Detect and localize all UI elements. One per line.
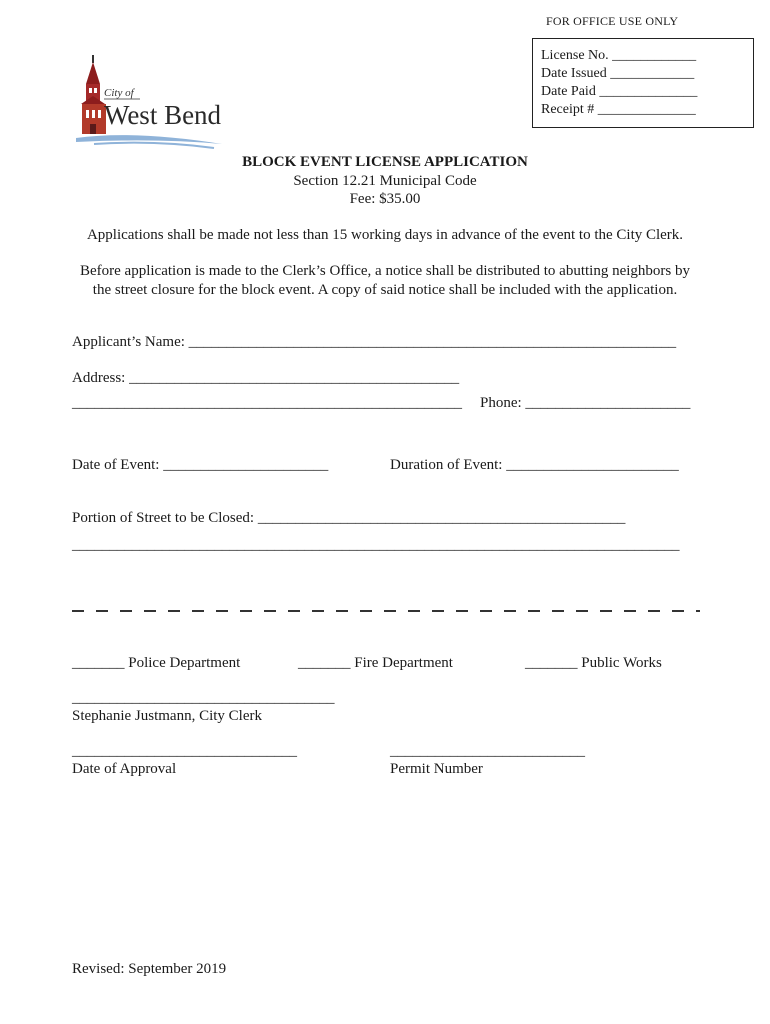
public-works-approval[interactable]: _______ Public Works xyxy=(525,655,662,671)
date-of-approval-line[interactable]: ______________________________ xyxy=(72,743,297,759)
instructions-paragraph-2: Before application is made to the Clerk’s Office, a notice shall be distributed to abutting neighbors by the street closure for the block event. A copy of said notice shall be included with the application. xyxy=(80,263,690,298)
logo-west-bend-text: West Bend xyxy=(104,100,222,130)
date-paid-field: Date Paid ______________ xyxy=(541,84,698,99)
address-field[interactable]: Address: ____________________________________________ xyxy=(72,370,460,386)
applicant-name-field[interactable]: Applicant’s Name: _________________________________________________________________ xyxy=(72,334,677,350)
clerk-signature-line[interactable]: ___________________________________ xyxy=(72,690,335,706)
logo-city-of-text: City of xyxy=(104,87,134,99)
portion-street-field[interactable]: Portion of Street to be Closed: _________________________________________________ xyxy=(72,510,626,526)
section-reference: Section 12.21 Municipal Code xyxy=(293,173,477,189)
clerk-name-label: Stephanie Justmann, City Clerk xyxy=(72,708,262,724)
date-of-event-field[interactable]: Date of Event: ______________________ xyxy=(72,457,329,473)
date-issued-field: Date Issued ____________ xyxy=(541,66,695,81)
fee-amount: Fee: $35.00 xyxy=(349,191,421,207)
instructions-paragraph-1: Applications shall be made not less than 15 working days in advance of the event to the City Clerk. xyxy=(86,227,684,243)
license-no-field: License No. ____________ xyxy=(541,48,697,63)
permit-number-line[interactable]: __________________________ xyxy=(390,743,585,759)
fire-department-approval[interactable]: _______ Fire Department xyxy=(298,655,453,671)
date-of-approval-label: Date of Approval xyxy=(72,761,177,777)
office-use-label: FOR OFFICE USE ONLY xyxy=(546,14,679,28)
section-divider xyxy=(72,610,700,612)
phone-field[interactable]: Phone: ______________________ xyxy=(480,395,691,411)
receipt-field: Receipt # ______________ xyxy=(541,102,696,117)
duration-of-event-field[interactable]: Duration of Event: _______________________ xyxy=(390,457,679,473)
address-line2-field[interactable]: ____________________________________________________ xyxy=(72,395,462,411)
portion-street-line2-field[interactable]: _________________________________________________________________________________ xyxy=(72,537,680,553)
form-title: BLOCK EVENT LICENSE APPLICATION xyxy=(242,154,528,170)
office-use-box xyxy=(532,38,754,128)
police-department-approval[interactable]: _______ Police Department xyxy=(72,655,241,671)
revised-date: Revised: September 2019 xyxy=(72,961,227,977)
city-logo xyxy=(74,52,224,152)
permit-number-label: Permit Number xyxy=(390,761,483,777)
